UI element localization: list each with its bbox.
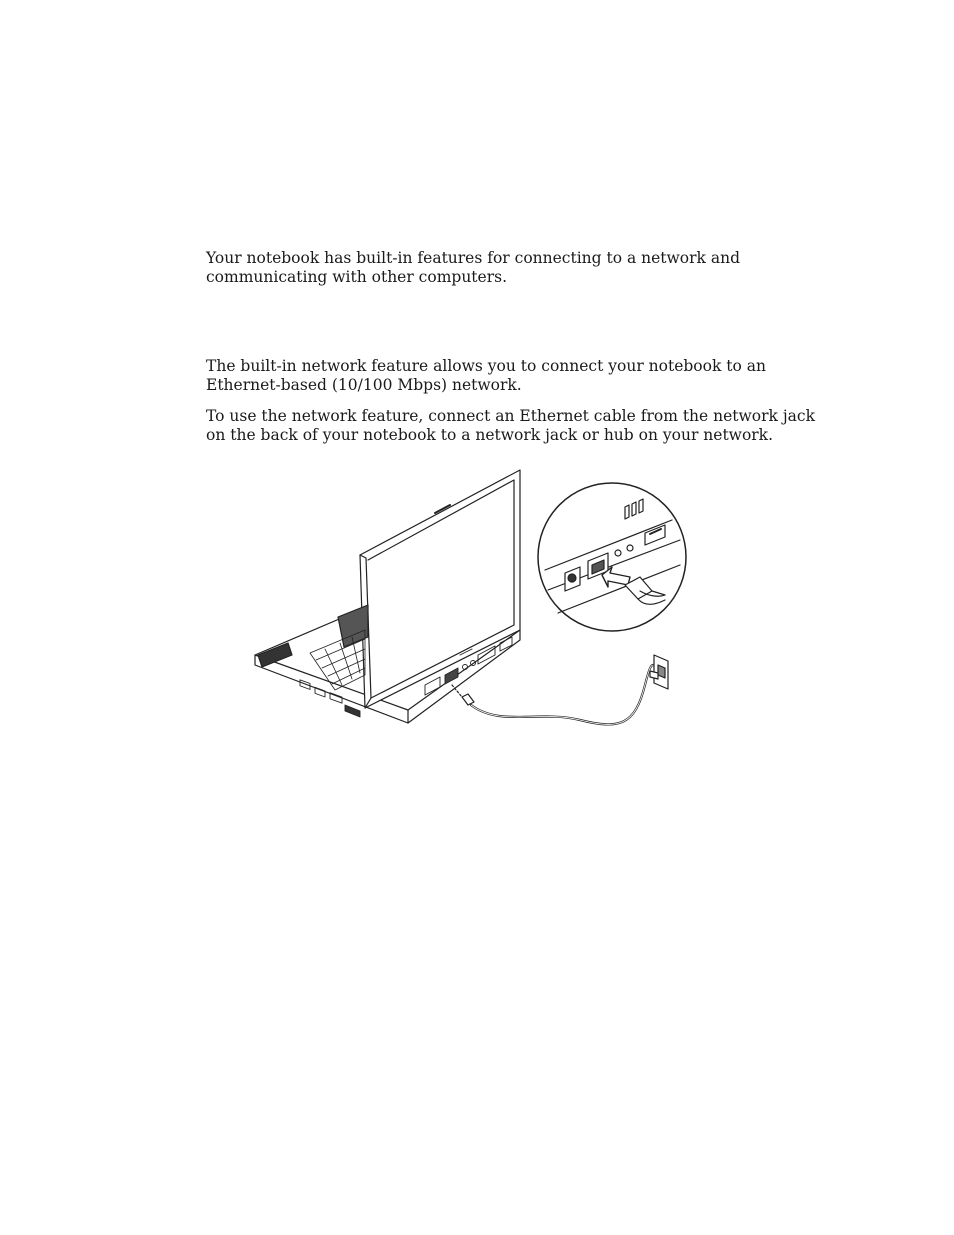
network-connection-illustration — [240, 465, 690, 740]
network-usage-line-1: To use the network feature, connect an Ethernet cable from the network jack — [206, 407, 815, 425]
network-jack-closeup — [538, 483, 686, 631]
intro-line-2: communicating with other computers. — [206, 268, 507, 286]
intro-paragraph — [206, 249, 786, 287]
network-feature-paragraph — [206, 357, 786, 395]
ethernet-cable — [452, 665, 658, 724]
network-usage-paragraph — [206, 407, 815, 445]
network-connection-figure — [240, 465, 690, 740]
intro-line-1: Your notebook has built-in features for connecting to a network and — [206, 249, 741, 267]
network-feature-line-2: Ethernet-based (10/100 Mbps) network. — [206, 376, 522, 394]
wall-jack-icon — [650, 655, 668, 689]
network-feature-line-1: The built-in network feature allows you to connect your notebook to an — [206, 357, 767, 375]
network-usage-line-2: on the back of your notebook to a network jack or hub on your network. — [206, 426, 773, 444]
laptop-illustration — [255, 470, 520, 723]
